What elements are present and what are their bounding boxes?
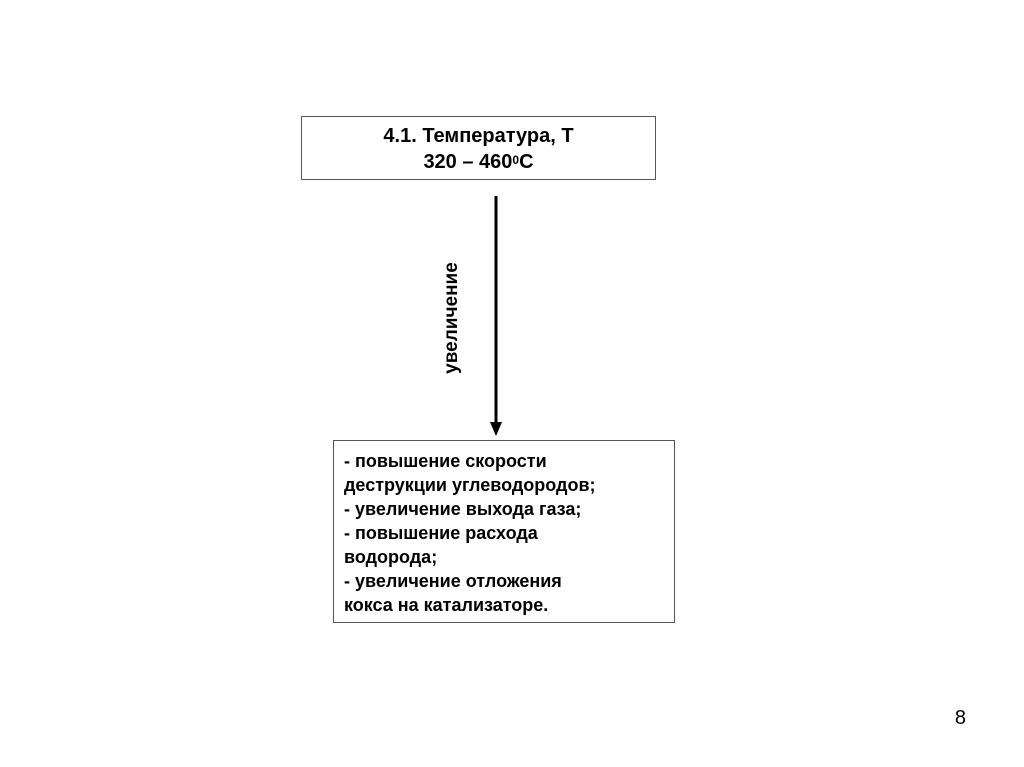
temperature-range-value: 320 – 460 — [423, 151, 513, 173]
effects-line: - повышение скорости — [344, 451, 547, 471]
temperature-unit: С — [519, 151, 534, 173]
effects-line: - увеличение выхода газа; — [344, 499, 582, 519]
effects-line: водорода; — [344, 547, 438, 567]
temperature-title: 4.1. Температура, Т — [383, 125, 574, 147]
effects-line: - повышение расхода — [344, 523, 538, 543]
arrow-head — [490, 422, 502, 436]
down-arrow-icon — [480, 196, 512, 440]
page-number: 8 — [954, 707, 966, 729]
effects-line: - увеличение отложения — [344, 571, 562, 591]
degree-superscript: 0 — [512, 153, 520, 167]
arrow-label: увеличение — [441, 262, 462, 374]
effects-line: деструкции углеводородов; — [344, 475, 596, 495]
temperature-box — [301, 116, 656, 180]
effects-box — [333, 440, 675, 623]
effects-line: кокса на катализаторе. — [344, 595, 549, 615]
temperature-range — [302, 149, 655, 175]
